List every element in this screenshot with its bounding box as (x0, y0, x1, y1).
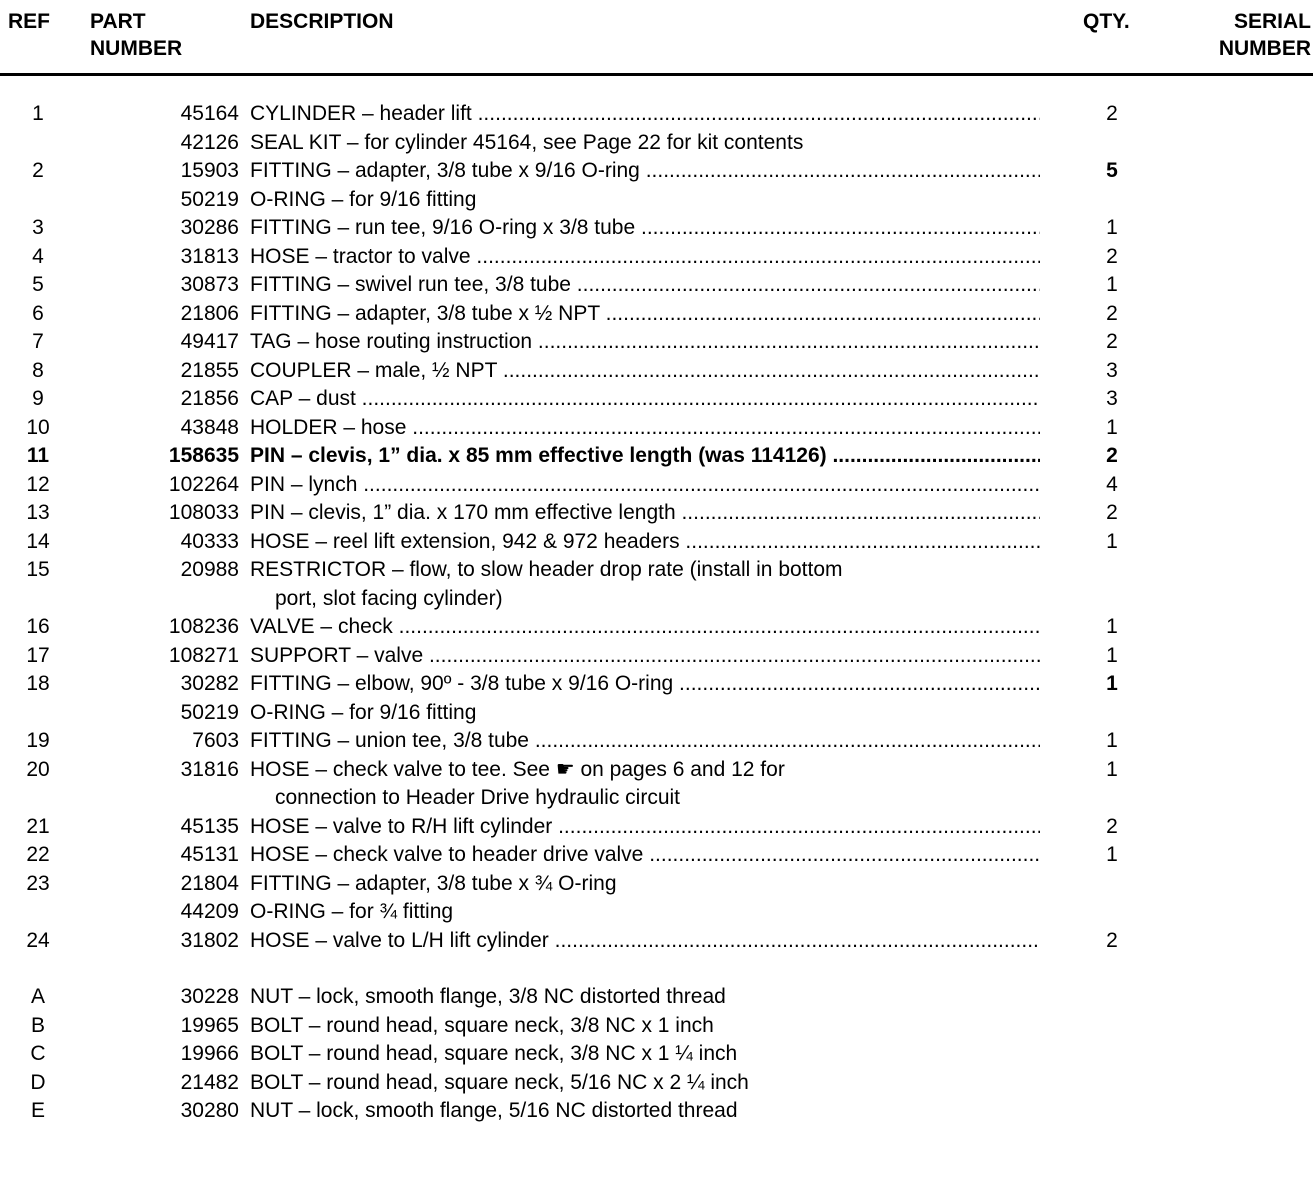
description-cell: FITTING – elbow, 90º - 3/8 tube x 9/16 O-ring ..... (250, 670, 1040, 699)
part-number-cell: 21804 (180, 871, 239, 895)
part-number-cell: 49417 (180, 330, 239, 353)
description-cell: FITTING – adapter, 3/8 tube x ¾ O-ring (250, 871, 617, 895)
ref-cell: 10 (26, 415, 50, 439)
parts-list (0, 100, 1313, 1126)
header-serial-number: SERIAL NUMBER (1218, 10, 1311, 60)
qty-cell: 1 (1106, 672, 1118, 695)
ref-cell: 2 (32, 159, 44, 182)
description-cell: HOSE – valve to L/H lift cylinder ..... (250, 927, 1040, 956)
description-cell: RESTRICTOR – flow, to slow header drop rate (install in bottom port, slot facing cylinder) (250, 556, 1040, 613)
description-cell: COUPLER – male, ½ NPT ..... (250, 357, 1040, 386)
table-row (0, 300, 1313, 329)
table-row (0, 271, 1313, 300)
qty-cell: 1 (1106, 415, 1118, 439)
description-cell: BOLT – round head, square neck, 5/16 NC x 2 ¼ inch (250, 1070, 749, 1094)
ref-cell: 23 (26, 871, 50, 895)
table-row (0, 983, 1313, 1012)
part-number-cell: 50219 (180, 187, 239, 211)
description-cell: PIN – lynch ..... (250, 471, 1040, 500)
part-number-cell: 21482 (180, 1070, 239, 1094)
table-row (0, 1097, 1313, 1126)
qty-cell: 2 (1106, 301, 1118, 325)
part-number-cell: 7603 (192, 729, 239, 752)
part-number-cell: 30280 (180, 1099, 239, 1122)
qty-cell: 2 (1106, 814, 1118, 838)
header-qty: QTY. (1083, 10, 1130, 33)
qty-cell: 2 (1106, 244, 1118, 268)
ref-cell: A (30, 985, 45, 1008)
part-number-cell: 21855 (180, 358, 239, 382)
table-row (0, 870, 1313, 899)
table-row (0, 214, 1313, 243)
ref-cell: 15 (26, 558, 50, 581)
part-number-cell: 31816 (180, 757, 239, 781)
ref-cell: 9 (32, 387, 44, 410)
ref-cell: 3 (32, 216, 44, 239)
description-cell: HOSE – reel lift extension, 942 & 972 headers ..... (250, 528, 1040, 557)
header-description: DESCRIPTION (250, 10, 394, 33)
part-number-cell: 19965 (180, 1013, 239, 1037)
header-divider (0, 73, 1313, 76)
qty-cell: 1 (1106, 729, 1118, 752)
table-row (0, 1012, 1313, 1041)
description-cell: HOSE – check valve to tee. See ☛ on pages 6 and 12 for connection to Header Drive hydraulic circuit (250, 756, 1040, 813)
table-row (0, 442, 1313, 471)
qty-cell: 1 (1106, 529, 1118, 553)
part-number-cell: 40333 (180, 529, 239, 553)
qty-cell: 2 (1106, 102, 1118, 125)
ref-cell: C (30, 1042, 46, 1065)
description-cell: CAP – dust ..... (250, 385, 1040, 414)
table-row (0, 1069, 1313, 1098)
header-part-number: PART NUMBER (90, 10, 183, 60)
part-number-cell: 21806 (180, 301, 239, 325)
description-continuation: connection to Header Drive hydraulic circuit (275, 786, 681, 809)
qty-cell: 2 (1106, 444, 1118, 467)
table-row (0, 129, 1313, 158)
qty-cell: 4 (1106, 472, 1118, 496)
part-number-cell: 15903 (180, 159, 239, 182)
table-row (0, 157, 1313, 186)
qty-cell: 1 (1106, 615, 1118, 638)
description-cell: O-RING – for 9/16 fitting (250, 187, 477, 211)
part-number-cell: 108033 (168, 501, 239, 524)
table-row (0, 1040, 1313, 1069)
part-number-cell: 21856 (180, 387, 239, 410)
qty-cell: 1 (1106, 273, 1118, 296)
ref-cell: D (30, 1070, 46, 1094)
qty-cell: 2 (1106, 928, 1118, 952)
description-cell: NUT – lock, smooth flange, 3/8 NC distorted thread (250, 985, 726, 1008)
ref-cell: 12 (26, 472, 50, 496)
part-number-cell: 30873 (180, 273, 239, 296)
table-row (0, 328, 1313, 357)
table-row (0, 100, 1313, 129)
ref-cell: 4 (32, 244, 44, 268)
part-number-cell: 31813 (180, 244, 239, 268)
part-number-cell: 19966 (180, 1042, 239, 1065)
part-number-cell: 30286 (180, 216, 239, 239)
description-cell: BOLT – round head, square neck, 3/8 NC x 1 ¼ inch (250, 1042, 738, 1065)
table-row (0, 613, 1313, 642)
description-continuation: port, slot facing cylinder) (275, 586, 503, 610)
description-cell: SUPPORT – valve ..... (250, 642, 1040, 671)
table-row (0, 813, 1313, 842)
description-cell: HOSE – valve to R/H lift cylinder ..... (250, 813, 1040, 842)
ref-cell: 1 (32, 102, 44, 125)
part-number-cell: 158635 (168, 444, 239, 467)
table-row (0, 670, 1313, 699)
description-cell: PIN – clevis, 1” dia. x 85 mm effective length (was 114126) ..... (250, 442, 1040, 471)
ref-cell: 22 (26, 843, 50, 866)
part-number-cell: 20988 (180, 558, 239, 581)
ref-cell: 21 (26, 814, 50, 838)
ref-cell: 13 (26, 501, 50, 524)
qty-cell: 1 (1106, 216, 1118, 239)
table-row (0, 898, 1313, 927)
ref-cell: 20 (26, 757, 50, 781)
ref-cell: 14 (26, 529, 50, 553)
part-number-cell: 30228 (180, 985, 239, 1008)
qty-cell: 2 (1106, 330, 1118, 353)
ref-cell: 16 (26, 615, 50, 638)
description-cell: CYLINDER – header lift ..... (250, 100, 1040, 129)
part-number-cell: 31802 (180, 928, 239, 952)
table-row (0, 727, 1313, 756)
ref-cell: 6 (32, 301, 44, 325)
part-number-cell: 44209 (180, 900, 239, 923)
table-row (0, 414, 1313, 443)
table-row (0, 357, 1313, 386)
table-row (0, 528, 1313, 557)
part-number-cell: 43848 (180, 415, 239, 439)
part-number-cell: 108236 (168, 615, 239, 638)
table-row (0, 471, 1313, 500)
qty-cell: 1 (1106, 843, 1118, 866)
qty-cell: 2 (1106, 501, 1118, 524)
part-number-cell: 30282 (180, 672, 239, 695)
table-row (0, 385, 1313, 414)
table-row (0, 699, 1313, 728)
part-number-cell: 108271 (168, 643, 239, 667)
description-cell: FITTING – union tee, 3/8 tube ..... (250, 727, 1040, 756)
header-ref: REF (8, 10, 50, 33)
description-cell: HOLDER – hose ..... (250, 414, 1040, 443)
qty-cell: 5 (1106, 159, 1118, 182)
part-number-cell: 45135 (180, 814, 239, 838)
table-row (0, 841, 1313, 870)
description-cell: O-RING – for ¾ fitting (250, 900, 454, 923)
description-cell: BOLT – round head, square neck, 3/8 NC x 1 inch (250, 1013, 714, 1037)
description-cell: FITTING – swivel run tee, 3/8 tube ..... (250, 271, 1040, 300)
ref-cell: 7 (32, 330, 44, 353)
description-cell: NUT – lock, smooth flange, 5/16 NC distorted thread (250, 1099, 738, 1122)
ref-cell: 18 (26, 672, 50, 695)
qty-cell: 3 (1106, 358, 1118, 382)
qty-cell: 1 (1106, 757, 1118, 781)
table-row (0, 556, 1313, 613)
description-cell: FITTING – adapter, 3/8 tube x ½ NPT ..... (250, 300, 1040, 329)
ref-cell: 17 (26, 643, 50, 667)
ref-cell: 8 (32, 358, 44, 382)
ref-cell: 19 (26, 729, 50, 752)
table-row (0, 499, 1313, 528)
table-row (0, 927, 1313, 956)
description-cell: SEAL KIT – for cylinder 45164, see Page 22 for kit contents (250, 130, 804, 154)
description-cell: HOSE – check valve to header drive valve ..... (250, 841, 1040, 870)
ref-cell: E (30, 1099, 45, 1122)
part-number-cell: 102264 (168, 472, 239, 496)
description-cell: HOSE – tractor to valve ..... (250, 243, 1040, 272)
part-number-cell: 42126 (180, 130, 239, 154)
description-cell: FITTING – run tee, 9/16 O-ring x 3/8 tube ..... (250, 214, 1040, 243)
qty-cell: 1 (1106, 643, 1118, 667)
table-row (0, 186, 1313, 215)
ref-cell: B (30, 1013, 45, 1037)
description-cell: PIN – clevis, 1” dia. x 170 mm effective length ..... (250, 499, 1040, 528)
table-row (0, 642, 1313, 671)
part-number-cell: 45164 (180, 102, 239, 125)
ref-cell: 5 (32, 273, 44, 296)
description-cell: TAG – hose routing instruction ..... (250, 328, 1040, 357)
table-row (0, 756, 1313, 813)
description-cell: VALVE – check ..... (250, 613, 1040, 642)
description-cell: O-RING – for 9/16 fitting (250, 700, 477, 724)
table-row (0, 243, 1313, 272)
part-number-cell: 50219 (180, 700, 239, 724)
part-number-cell: 45131 (180, 843, 239, 866)
description-cell: FITTING – adapter, 3/8 tube x 9/16 O-ring ..... (250, 157, 1040, 186)
ref-cell: 11 (26, 444, 50, 467)
qty-cell: 3 (1106, 387, 1118, 410)
ref-cell: 24 (26, 928, 50, 952)
